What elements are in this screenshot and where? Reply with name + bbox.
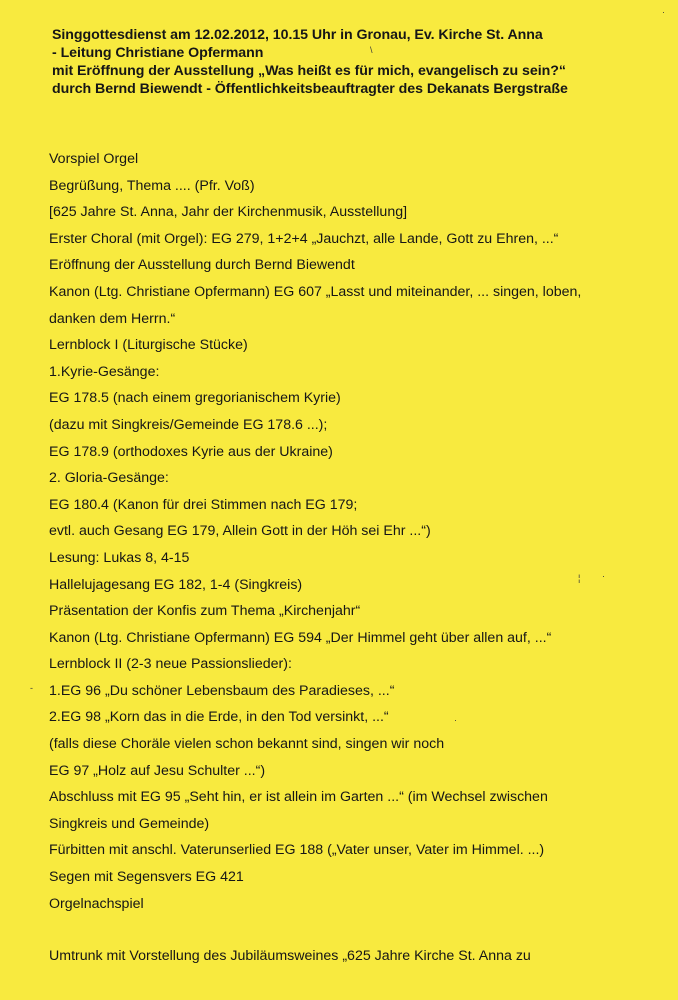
program-line: EG 97 „Holz auf Jesu Schulter ...“) [49,762,266,779]
program-line: Fürbitten mit anschl. Vaterunserlied EG 188 („Vater unser, Vater im Himmel. ...) [49,842,545,859]
program-line: Lesung: Lukas 8, 4-15 [49,549,190,566]
program-line: Segen mit Segensvers EG 421 [49,869,244,886]
scan-speck: \ [370,45,373,55]
header-line-2: - Leitung Christiane Opfermann [52,45,264,61]
program-line: Kanon (Ltg. Christiane Opfermann) EG 607 „Lasst und miteinander, ... singen, loben, [49,283,582,300]
program-line: Kanon (Ltg. Christiane Opfermann) EG 594 „Der Himmel geht über allen auf, ...“ [49,629,552,646]
program-list [49,146,669,917]
program-line: Orgelnachspiel [49,895,144,912]
program-line: Eröffnung der Ausstellung durch Bernd Biewendt [49,257,355,274]
program-line: (dazu mit Singkreis/Gemeinde EG 178.6 ...); [49,416,328,433]
program-line: Lernblock I (Liturgische Stücke) [49,337,248,354]
program-line: 2.EG 98 „Korn das in die Erde, in den Tod versinkt, ...“ [49,709,389,726]
program-line: EG 180.4 (Kanon für drei Stimmen nach EG 179; [49,496,358,513]
program-line: Erster Choral (mit Orgel): EG 279, 1+2+4 „Jauchzt, alle Lande, Gott zu Ehren, ...“ [49,230,559,247]
program-line: EG 178.5 (nach einem gregorianischem Kyrie) [49,390,341,407]
program-line: Präsentation der Konfis zum Thema „Kirchenjahr“ [49,603,361,620]
program-line: 2. Gloria-Gesänge: [49,470,169,487]
program-line: Begrüßung, Thema .... (Pfr. Voß) [49,177,255,194]
program-line: danken dem Herrn.“ [49,310,176,327]
program-line: Vorspiel Orgel [49,151,139,167]
scan-speck: - [30,683,33,693]
program-line: 1.EG 96 „Du schöner Lebensbaum des Paradieses, ...“ [49,682,395,699]
header-line-3: mit Eröffnung der Ausstellung „Was heißt es für mich, evangelisch zu sein?“ [52,63,566,79]
program-line: [625 Jahre St. Anna, Jahr der Kirchenmusik, Ausstellung] [49,204,408,221]
scan-speck: ¦ [578,573,581,583]
header-line-1: Singgottesdienst am 12.02.2012, 10.15 Uhr in Gronau, Ev. Kirche St. Anna [52,27,543,43]
program-line: Singkreis und Gemeinde) [49,815,210,832]
program-line: evtl. auch Gesang EG 179, Allein Gott in der Höh sei Ehr ...“) [49,523,431,540]
program-line: Hallelujagesang EG 182, 1-4 (Singkreis) [49,576,303,593]
document-header [52,26,652,98]
scan-speck: · [662,7,665,17]
program-line: EG 178.9 (orthodoxes Kyrie aus der Ukraine) [49,443,333,460]
program-line: Abschluss mit EG 95 „Seht hin, er ist allein im Garten ...“ (im Wechsel zwischen [49,789,548,806]
scan-speck: · [454,715,457,725]
program-line: 1.Kyrie-Gesänge: [49,363,160,380]
program-line: (falls diese Choräle vielen schon bekannt sind, singen wir noch [49,736,445,753]
scan-speck: · [602,571,605,581]
program-line: Lernblock II (2-3 neue Passionslieder): [49,656,292,673]
footer-line: Umtrunk mit Vorstellung des Jubiläumsweines „625 Jahre Kirche St. Anna zu [49,948,531,964]
header-line-4: durch Bernd Biewendt - Öffentlichkeitsbeauftragter des Dekanats Bergstraße [52,81,568,97]
